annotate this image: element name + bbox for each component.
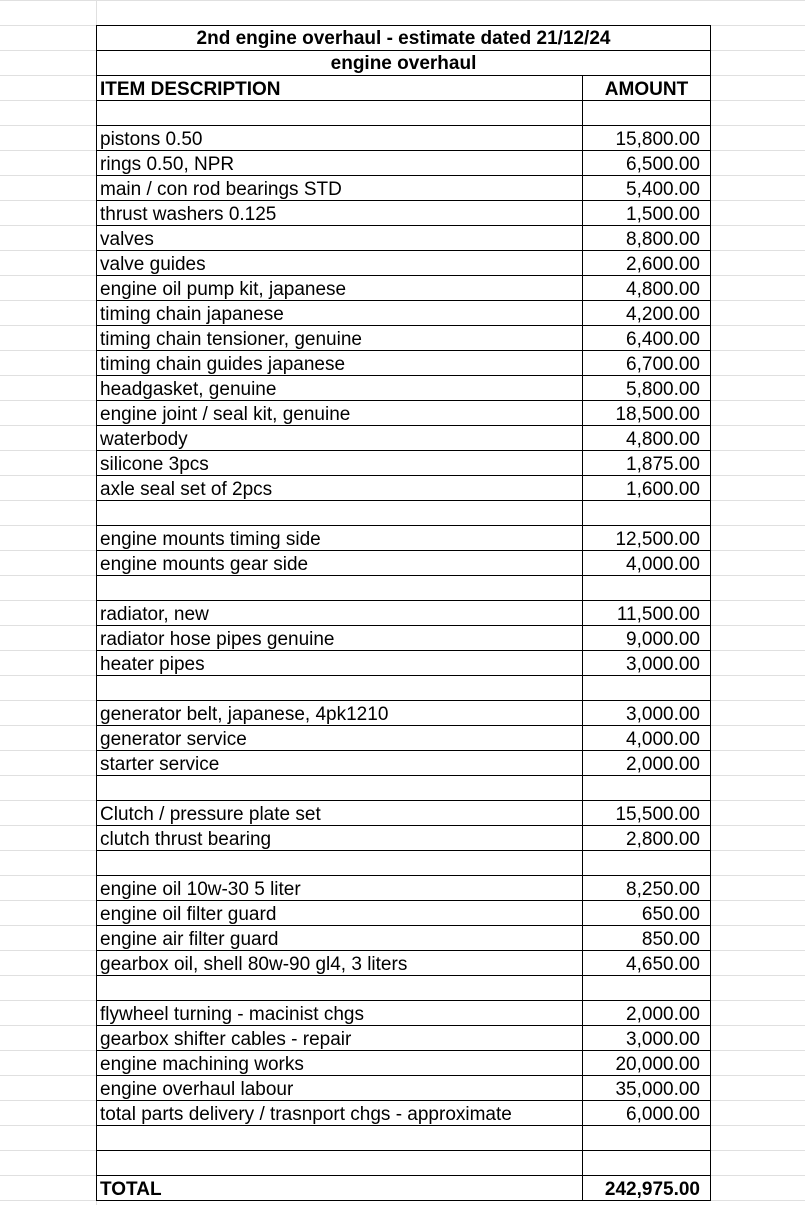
item-description-cell[interactable]: engine machining works bbox=[97, 1051, 583, 1075]
table-row bbox=[97, 901, 710, 926]
item-amount-cell[interactable]: 1,500.00 bbox=[626, 204, 700, 225]
item-amount-cell[interactable]: 15,800.00 bbox=[615, 129, 700, 150]
table-row bbox=[97, 951, 710, 976]
table-row bbox=[97, 276, 710, 301]
item-description-cell[interactable] bbox=[97, 101, 583, 125]
table-row bbox=[97, 226, 710, 251]
item-description-cell[interactable]: clutch thrust bearing bbox=[97, 826, 583, 850]
item-description-cell[interactable] bbox=[97, 1151, 583, 1175]
total-amount-cell[interactable]: 242,975.00 bbox=[604, 1179, 700, 1200]
item-description-cell[interactable]: radiator hose pipes genuine bbox=[97, 626, 583, 650]
table-row bbox=[97, 1051, 710, 1076]
item-description-cell[interactable]: total parts delivery / trasnport chgs - approximate bbox=[97, 1101, 583, 1125]
table-row bbox=[97, 551, 710, 576]
item-description-cell[interactable]: starter service bbox=[97, 751, 583, 775]
item-amount-cell[interactable]: 4,800.00 bbox=[626, 279, 700, 300]
item-description-cell[interactable]: radiator, new bbox=[97, 601, 583, 625]
item-description-cell[interactable]: timing chain tensioner, genuine bbox=[97, 326, 583, 350]
item-description-cell[interactable]: engine joint / seal kit, genuine bbox=[97, 401, 583, 425]
table-row bbox=[97, 876, 710, 901]
item-amount-cell[interactable] bbox=[583, 501, 710, 525]
item-description-cell[interactable]: thrust washers 0.125 bbox=[97, 201, 583, 225]
table-row bbox=[97, 176, 710, 201]
item-amount-cell[interactable]: 6,000.00 bbox=[626, 1104, 700, 1125]
item-amount-cell[interactable]: 3,000.00 bbox=[626, 654, 700, 675]
table-row bbox=[97, 751, 710, 776]
item-description-cell[interactable]: flywheel turning - macinist chgs bbox=[97, 1001, 583, 1025]
item-description-cell[interactable]: gearbox shifter cables - repair bbox=[97, 1026, 583, 1050]
item-amount-cell[interactable]: 9,000.00 bbox=[626, 629, 700, 650]
table-row bbox=[97, 1101, 710, 1126]
item-amount-cell[interactable]: 35,000.00 bbox=[615, 1079, 700, 1100]
sheet-subtitle[interactable]: engine overhaul bbox=[97, 51, 710, 76]
item-description-cell[interactable]: timing chain guides japanese bbox=[97, 351, 583, 375]
item-description-cell[interactable] bbox=[97, 851, 583, 875]
item-amount-cell[interactable]: 650.00 bbox=[641, 904, 700, 925]
table-row bbox=[97, 201, 710, 226]
item-description-cell[interactable]: valves bbox=[97, 226, 583, 250]
table-row bbox=[97, 1151, 710, 1176]
item-description-cell[interactable] bbox=[97, 576, 583, 600]
header-description-cell[interactable]: ITEM DESCRIPTION bbox=[97, 76, 583, 100]
table-row bbox=[97, 326, 710, 351]
item-description-cell[interactable]: engine mounts gear side bbox=[97, 551, 583, 575]
item-amount-cell[interactable]: 6,400.00 bbox=[626, 329, 700, 350]
table-row bbox=[97, 826, 710, 851]
item-description-cell[interactable] bbox=[97, 776, 583, 800]
table-row bbox=[97, 676, 710, 701]
item-description-cell[interactable]: Clutch / pressure plate set bbox=[97, 801, 583, 825]
item-amount-cell[interactable]: 11,500.00 bbox=[616, 604, 700, 625]
estimate-table bbox=[96, 25, 711, 1201]
item-description-cell[interactable]: headgasket, genuine bbox=[97, 376, 583, 400]
sheet-title[interactable]: 2nd engine overhaul - estimate dated 21/12/24 bbox=[97, 26, 710, 51]
item-description-cell[interactable] bbox=[97, 976, 583, 1000]
item-description-cell[interactable]: silicone 3pcs bbox=[97, 451, 583, 475]
item-amount-cell[interactable]: 5,800.00 bbox=[626, 379, 700, 400]
item-amount-cell[interactable]: 8,250.00 bbox=[626, 879, 700, 900]
table-row bbox=[97, 376, 710, 401]
item-description-cell[interactable]: timing chain japanese bbox=[97, 301, 583, 325]
item-amount-cell[interactable] bbox=[583, 776, 710, 800]
header-row bbox=[97, 76, 710, 101]
item-description-cell[interactable]: engine overhaul labour bbox=[97, 1076, 583, 1100]
table-row bbox=[97, 976, 710, 1001]
item-amount-cell[interactable] bbox=[583, 1151, 710, 1175]
table-row bbox=[97, 926, 710, 951]
item-description-cell[interactable]: valve guides bbox=[97, 251, 583, 275]
item-amount-cell[interactable]: 6,700.00 bbox=[626, 354, 700, 375]
item-amount-cell[interactable]: 4,650.00 bbox=[626, 954, 700, 975]
item-description-cell[interactable]: generator belt, japanese, 4pk1210 bbox=[97, 701, 583, 725]
item-amount-cell[interactable]: 5,400.00 bbox=[626, 179, 700, 200]
item-amount-cell[interactable]: 4,000.00 bbox=[626, 554, 700, 575]
item-amount-cell[interactable]: 18,500.00 bbox=[615, 404, 700, 425]
item-description-cell[interactable]: gearbox oil, shell 80w-90 gl4, 3 liters bbox=[97, 951, 583, 975]
item-description-cell[interactable]: waterbody bbox=[97, 426, 583, 450]
table-row bbox=[97, 801, 710, 826]
item-amount-cell[interactable]: 3,000.00 bbox=[626, 704, 700, 725]
total-row bbox=[97, 1176, 710, 1201]
table-row bbox=[97, 526, 710, 551]
table-row bbox=[97, 151, 710, 176]
table-row bbox=[97, 776, 710, 801]
item-description-cell[interactable] bbox=[97, 501, 583, 525]
item-amount-cell[interactable]: 6,500.00 bbox=[626, 154, 700, 175]
item-amount-cell[interactable]: 2,000.00 bbox=[626, 1004, 700, 1025]
item-amount-cell[interactable] bbox=[583, 676, 710, 700]
item-amount-cell[interactable]: 2,800.00 bbox=[626, 829, 700, 850]
item-description-cell[interactable]: axle seal set of 2pcs bbox=[97, 476, 583, 500]
table-row bbox=[97, 701, 710, 726]
item-amount-cell[interactable]: 1,875.00 bbox=[626, 454, 700, 475]
item-description-cell[interactable]: generator service bbox=[97, 726, 583, 750]
table-row bbox=[97, 626, 710, 651]
table-row bbox=[97, 576, 710, 601]
item-description-cell[interactable]: engine mounts timing side bbox=[97, 526, 583, 550]
item-description-cell[interactable]: pistons 0.50 bbox=[97, 126, 583, 150]
header-amount-cell[interactable]: AMOUNT bbox=[604, 79, 689, 100]
item-amount-cell[interactable]: 4,800.00 bbox=[626, 429, 700, 450]
table-row bbox=[97, 601, 710, 626]
item-description-cell[interactable]: heater pipes bbox=[97, 651, 583, 675]
item-amount-cell[interactable]: 20,000.00 bbox=[615, 1054, 700, 1075]
table-row bbox=[97, 1076, 710, 1101]
item-amount-cell[interactable]: 8,800.00 bbox=[626, 229, 700, 250]
item-amount-cell[interactable] bbox=[583, 976, 710, 1000]
item-amount-cell[interactable] bbox=[583, 1126, 710, 1150]
item-rows bbox=[97, 101, 710, 1176]
table-row bbox=[97, 1026, 710, 1051]
item-description-cell[interactable]: rings 0.50, NPR bbox=[97, 151, 583, 175]
table-row bbox=[97, 1126, 710, 1151]
table-row bbox=[97, 501, 710, 526]
item-amount-cell[interactable]: 15,500.00 bbox=[615, 804, 700, 825]
item-description-cell[interactable]: engine oil filter guard bbox=[97, 901, 583, 925]
table-row bbox=[97, 126, 710, 151]
table-row bbox=[97, 726, 710, 751]
total-label-cell[interactable]: TOTAL bbox=[97, 1176, 583, 1200]
table-row bbox=[97, 851, 710, 876]
table-row bbox=[97, 401, 710, 426]
table-row bbox=[97, 351, 710, 376]
item-description-cell[interactable]: engine oil 10w-30 5 liter bbox=[97, 876, 583, 900]
item-description-cell[interactable] bbox=[97, 1126, 583, 1150]
table-row bbox=[97, 251, 710, 276]
item-amount-cell[interactable]: 4,000.00 bbox=[626, 729, 700, 750]
item-amount-cell[interactable]: 2,600.00 bbox=[626, 254, 700, 275]
item-description-cell[interactable]: engine air filter guard bbox=[97, 926, 583, 950]
table-row bbox=[97, 101, 710, 126]
item-amount-cell[interactable]: 1,600.00 bbox=[626, 479, 700, 500]
item-amount-cell[interactable] bbox=[583, 101, 710, 125]
table-row bbox=[97, 451, 710, 476]
item-amount-cell[interactable] bbox=[583, 851, 710, 875]
item-description-cell[interactable]: main / con rod bearings STD bbox=[97, 176, 583, 200]
item-amount-cell[interactable]: 4,200.00 bbox=[626, 304, 700, 325]
item-amount-cell[interactable]: 3,000.00 bbox=[626, 1029, 700, 1050]
table-row bbox=[97, 426, 710, 451]
table-row bbox=[97, 651, 710, 676]
table-row bbox=[97, 1001, 710, 1026]
item-amount-cell[interactable]: 2,000.00 bbox=[626, 754, 700, 775]
item-amount-cell[interactable]: 850.00 bbox=[641, 929, 700, 950]
item-amount-cell[interactable]: 12,500.00 bbox=[615, 529, 700, 550]
table-row bbox=[97, 301, 710, 326]
table-row bbox=[97, 476, 710, 501]
item-description-cell[interactable]: engine oil pump kit, japanese bbox=[97, 276, 583, 300]
item-description-cell[interactable] bbox=[97, 676, 583, 700]
item-amount-cell[interactable] bbox=[583, 576, 710, 600]
